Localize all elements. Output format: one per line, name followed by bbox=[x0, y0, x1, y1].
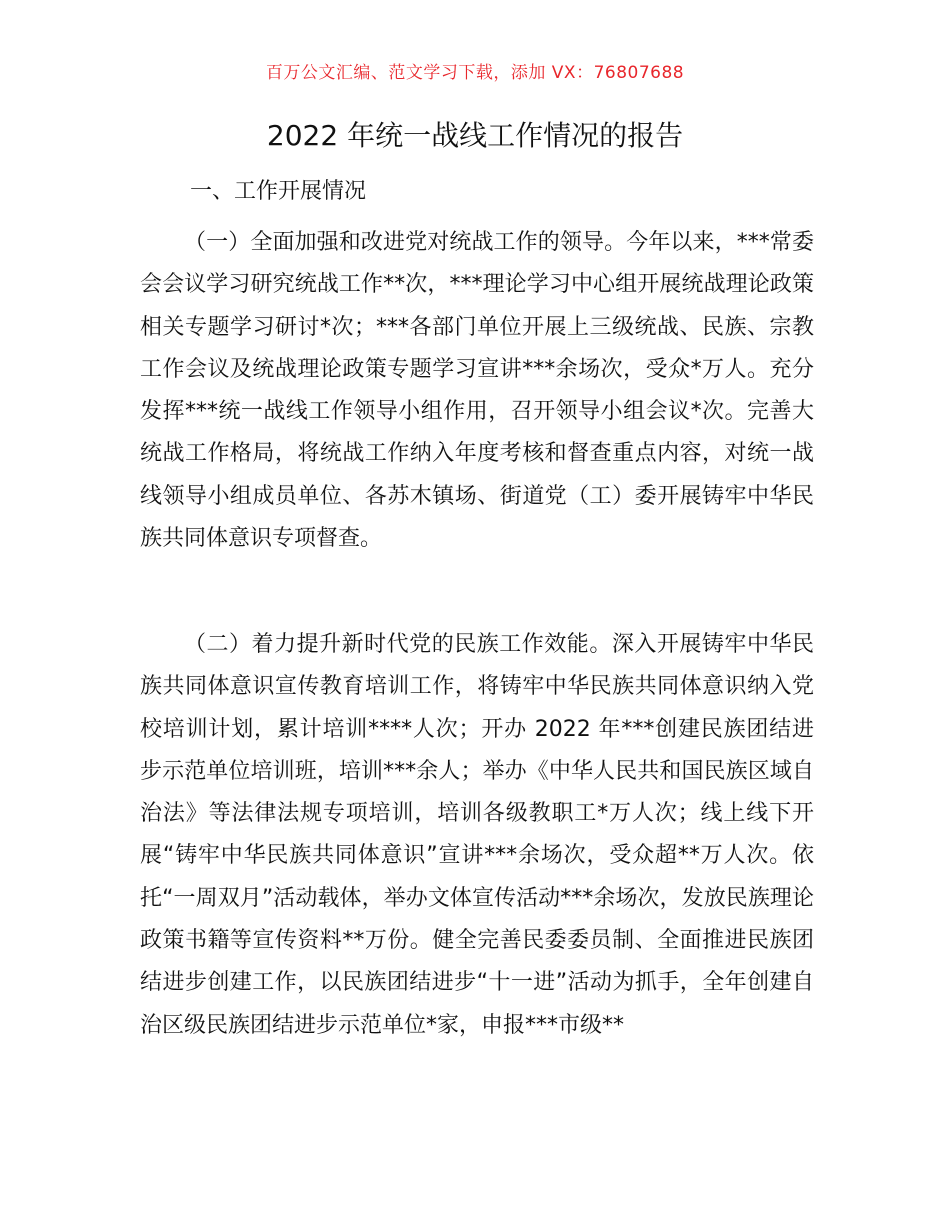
watermark-text: 百万公文汇编、范文学习下载，添加 VX：76807688 bbox=[265, 63, 685, 83]
document-title: 2022 年统一战线工作情况的报告 bbox=[266, 119, 684, 152]
section-heading: 一、工作开展情况 bbox=[190, 179, 367, 204]
paragraph: （二）着力提升新时代党的民族工作效能。深入开展铸牢中华民族共同体意识宣传教育培训工作，将铸牢中华民族共同体意识纳入党校培训计划，累计培训****人次；开办 2022 年***创建民族团结进步示范单位培训班，培训***余人；举办《中华人民共和国民族区域自治法》等法律法规专项培训，培训各级教职工*万人次；线上线下开展“铸牢中华民族共同体意识”宣讲***余场次，受众超**万人次。依托“一周双月”活动载体，举办文体宣传活动***余场次，发放民族理论政策书籍等宣传资料**万份。健全完善民委委员制、全面推进民族团结进步创建工作，以民族团结进步“十一进”活动为抓手，全年创建自治区级民族团结进步示范单位*家，申报***市级** bbox=[140, 632, 815, 1038]
paragraph: （一）全面加强和改进党对统战工作的领导。今年以来，***常委会会议学习研究统战工作**次，***理论学习中心组开展统战理论政策相关专题学习研讨*次；***各部门单位开展上三级统战、民族、宗教工作会议及统战理论政策专题学习宣讲***余场次，受众*万人。充分发挥***统一战线工作领导小组作用，召开领导小组会议*次。完善大统战工作格局，将统战工作纳入年度考核和督查重点内容，对统一战线领导小组成员单位、各苏木镇场、街道党（工）委开展铸牢中华民族共同体意识专项督查。 bbox=[140, 230, 814, 552]
